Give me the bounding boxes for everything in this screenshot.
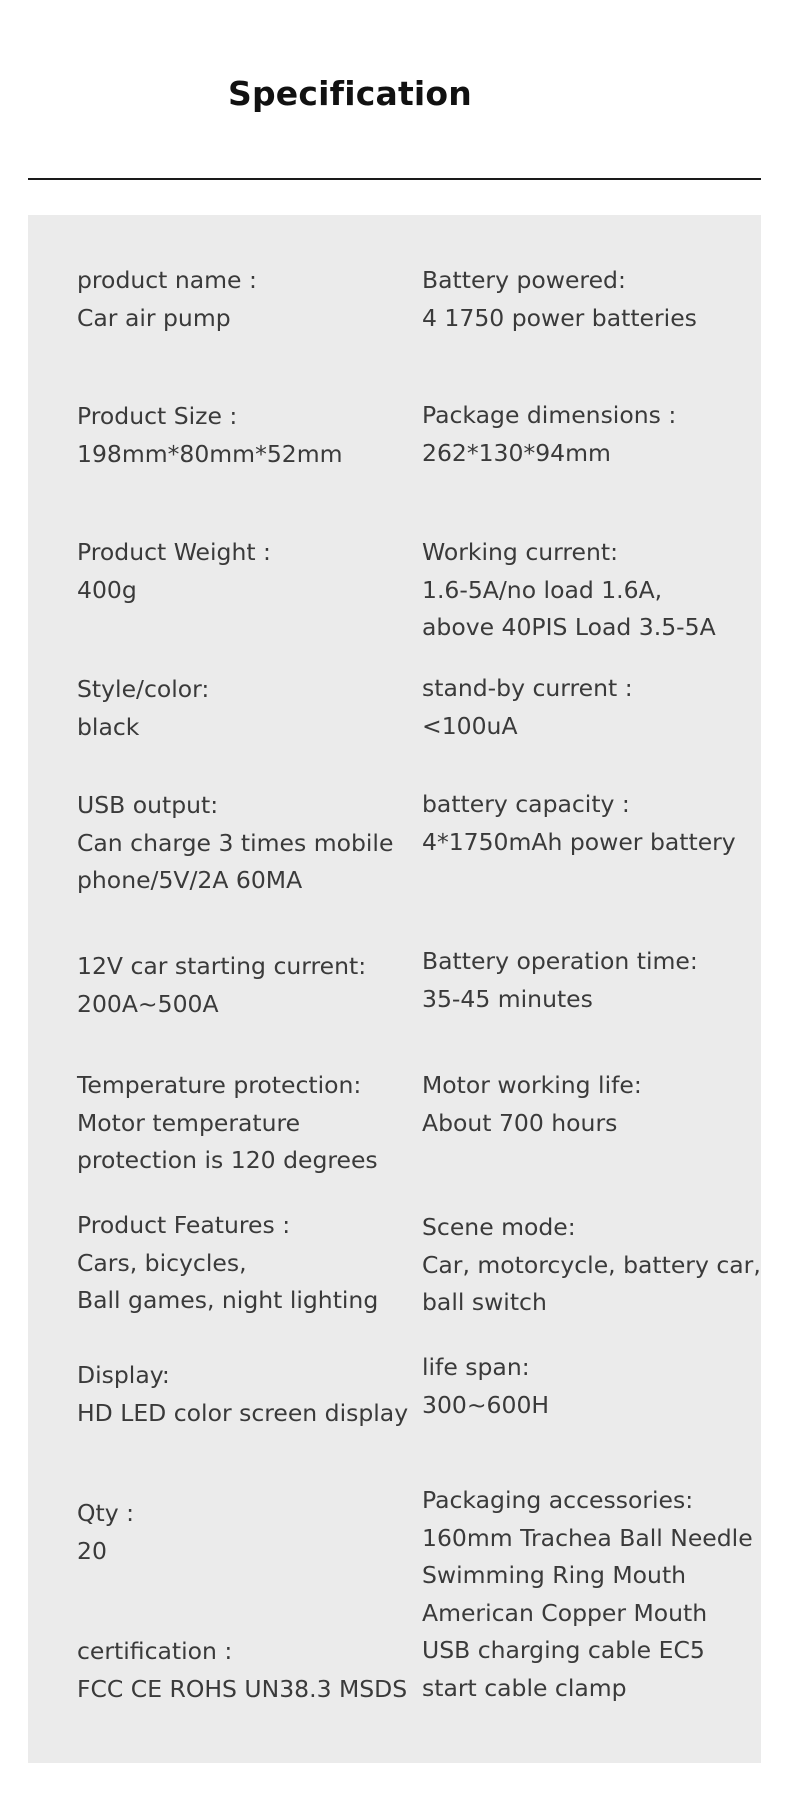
- spec-label: Qty :: [77, 1499, 135, 1527]
- spec-label: Product Features :: [77, 1211, 291, 1239]
- spec-value: 200A~500A: [77, 989, 219, 1018]
- page-title: Specification: [228, 74, 472, 113]
- spec-value: Swimming Ring Mouth: [422, 1561, 687, 1589]
- spec-motor-working-life: [422, 1067, 642, 1142]
- spec-packaging-accessories: [422, 1482, 753, 1707]
- spec-label: Temperature protection:: [77, 1071, 362, 1099]
- spec-value: start cable clamp: [422, 1673, 627, 1702]
- spec-label: Battery operation time:: [422, 947, 698, 975]
- spec-value: phone/5V/2A 60MA: [77, 866, 303, 894]
- spec-value: Cars, bicycles,: [77, 1248, 247, 1277]
- spec-value: black: [77, 712, 140, 741]
- spec-label: Display:: [77, 1361, 170, 1389]
- spec-label: Package dimensions :: [422, 401, 677, 429]
- spec-value: 1.6-5A/no load 1.6A,: [422, 575, 663, 604]
- spec-label: stand-by current :: [422, 674, 633, 702]
- spec-standby-current: [422, 670, 633, 745]
- spec-label: Product Size :: [77, 402, 238, 430]
- title-divider: [28, 178, 761, 180]
- spec-product-features: [77, 1207, 378, 1320]
- spec-value: <100uA: [422, 711, 518, 740]
- spec-value: ball switch: [422, 1288, 547, 1316]
- spec-value: American Copper Mouth: [422, 1598, 708, 1627]
- spec-life-span: [422, 1349, 549, 1424]
- spec-value: About 700 hours: [422, 1108, 618, 1137]
- spec-label: USB output:: [77, 791, 219, 819]
- spec-label: Product Weight :: [77, 538, 271, 566]
- spec-product-size: [77, 398, 343, 473]
- spec-label: Motor working life:: [422, 1071, 642, 1099]
- spec-battery-powered: [422, 262, 697, 337]
- spec-qty: [77, 1495, 134, 1570]
- spec-value: protection is 120 degrees: [77, 1146, 378, 1174]
- spec-certification: [77, 1633, 407, 1708]
- spec-value: 160mm Trachea Ball Needle: [422, 1523, 753, 1552]
- spec-battery-capacity: [422, 786, 736, 861]
- spec-product-weight: [77, 534, 271, 609]
- spec-working-current: [422, 534, 716, 647]
- spec-value: Can charge 3 times mobile: [77, 828, 394, 857]
- spec-product-name: [77, 262, 257, 337]
- spec-scene-mode: [422, 1209, 761, 1322]
- spec-value: Ball games, night lighting: [77, 1286, 379, 1314]
- spec-value: 35-45 minutes: [422, 984, 593, 1013]
- spec-label: Working current:: [422, 538, 619, 566]
- spec-value: Motor temperature: [77, 1108, 301, 1137]
- spec-label: product name :: [77, 266, 257, 294]
- spec-label: Packaging accessories:: [422, 1486, 694, 1514]
- spec-value: FCC CE ROHS UN38.3 MSDS: [77, 1674, 408, 1703]
- spec-value: 4*1750mAh power battery: [422, 827, 736, 856]
- spec-display: [77, 1357, 408, 1432]
- spec-package-dimensions: [422, 397, 676, 472]
- spec-value: 198mm*80mm*52mm: [77, 439, 343, 468]
- spec-starting-current: [77, 948, 366, 1023]
- spec-label: 12V car starting current:: [77, 952, 367, 980]
- spec-value: above 40PIS Load 3.5-5A: [422, 613, 716, 641]
- spec-value: 20: [77, 1536, 107, 1565]
- spec-temperature-protection: [77, 1067, 378, 1180]
- spec-value: 300~600H: [422, 1390, 550, 1419]
- spec-operation-time: [422, 943, 698, 1018]
- spec-label: life span:: [422, 1353, 530, 1381]
- spec-usb-output: [77, 787, 393, 900]
- spec-value: 400g: [77, 575, 137, 604]
- spec-value: USB charging cable EC5: [422, 1636, 705, 1664]
- spec-label: Battery powered:: [422, 266, 626, 294]
- spec-value: HD LED color screen display: [77, 1398, 409, 1427]
- spec-value: 262*130*94mm: [422, 438, 611, 467]
- spec-label: battery capacity :: [422, 790, 630, 818]
- spec-label: Style/color:: [77, 675, 210, 703]
- spec-value: 4 1750 power batteries: [422, 303, 697, 332]
- spec-label: certification :: [77, 1637, 233, 1665]
- spec-style-color: [77, 671, 209, 746]
- spec-value: Car, motorcycle, battery car,: [422, 1250, 761, 1279]
- spec-label: Scene mode:: [422, 1213, 576, 1241]
- spec-value: Car air pump: [77, 303, 231, 332]
